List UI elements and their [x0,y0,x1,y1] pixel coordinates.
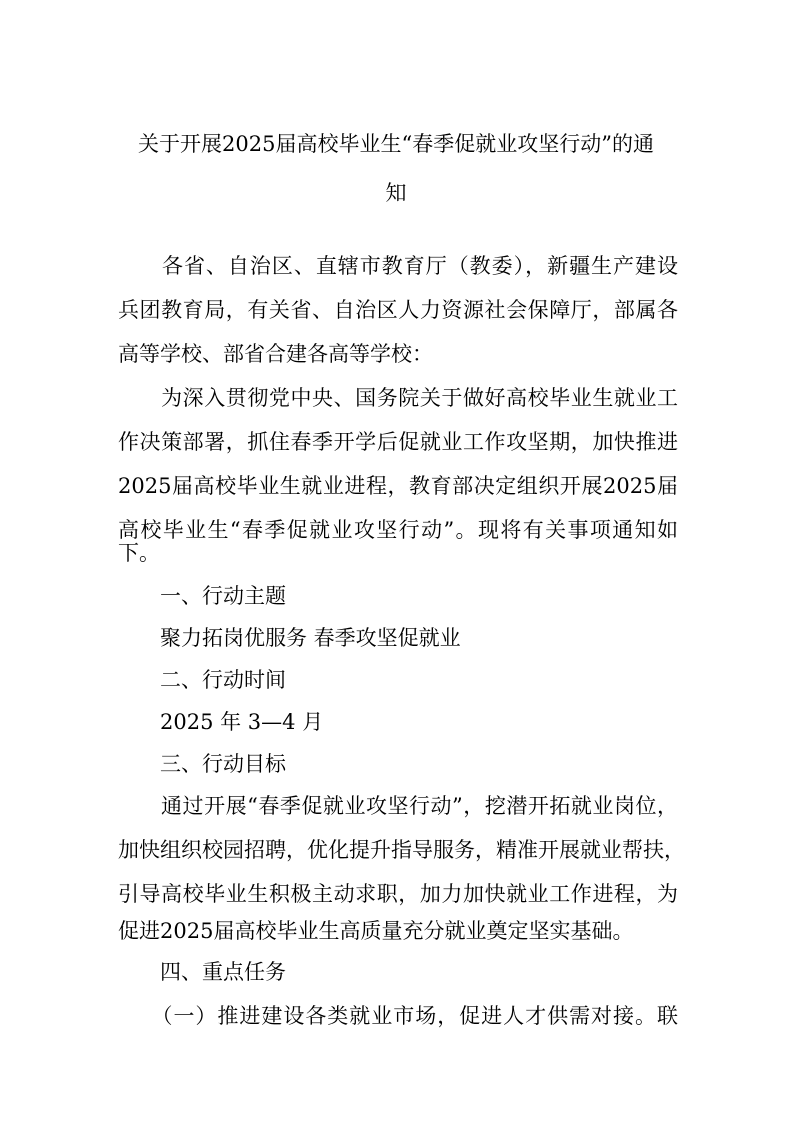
intro-line-1: 为深入贯彻党中央、国务院关于做好高校毕业生就业工 [118,386,678,410]
section-3-line-4: 促进2025届高校毕业生高质量充分就业奠定坚实基础。 [118,919,634,943]
intro-line-5: 下。 [118,541,160,565]
addressee-line-1: 各省、自治区、直辖市教育厅（教委），新疆生产建设 [118,254,678,278]
section-2-heading: 二、行动时间 [118,668,286,692]
intro-line-3: 2025届高校毕业生就业进程，教育部决定组织开展2025届 [118,474,678,498]
section-3-line-1: 通过开展“春季促就业攻坚行动”，挖潜开拓就业岗位， [118,794,678,818]
document-title-line-2: 知 [385,181,407,205]
intro-line-2: 作决策部署，抓住春季开学后促就业工作攻坚期，加快推进 [118,430,678,454]
section-3-heading: 三、行动目标 [118,752,286,776]
document-title-line-1: 关于开展2025届高校毕业生“春季促就业攻坚行动”的通 [138,132,654,156]
section-3-line-3: 引导高校毕业生积极主动求职，加力加快就业工作进程，为 [118,882,678,906]
section-2-text: 2025 年 3—4 月 [118,710,324,734]
section-3-line-2: 加快组织校园招聘，优化提升指导服务，精准开展就业帮扶， [118,838,685,862]
section-1-heading: 一、行动主题 [118,584,286,608]
section-4-line-1: （一）推进建设各类就业市场，促进人才供需对接。联 [118,1004,678,1028]
section-1-text: 聚力拓岗优服务 春季攻坚促就业 [118,626,461,650]
addressee-line-3: 高等学校、部省合建各高等学校： [118,342,433,366]
addressee-line-2: 兵团教育局，有关省、自治区人力资源社会保障厅，部属各 [118,298,678,322]
intro-line-4: 高校毕业生“春季促就业攻坚行动”。现将有关事项通知如 [118,518,678,542]
section-4-heading: 四、重点任务 [118,960,286,984]
